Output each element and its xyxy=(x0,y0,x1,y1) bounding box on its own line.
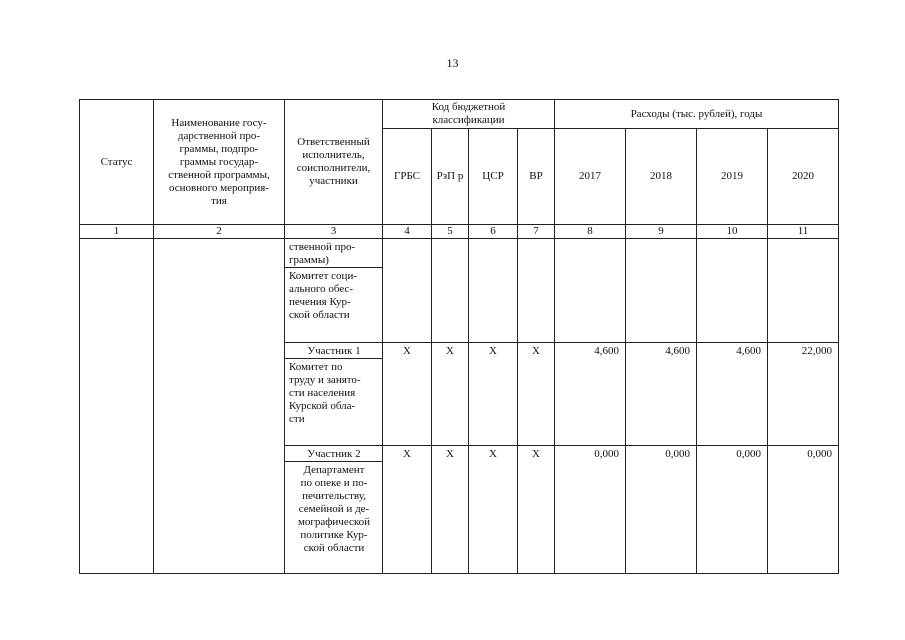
value-cell xyxy=(626,239,697,343)
code-cell: Х xyxy=(432,343,469,446)
column-number: 10 xyxy=(697,225,768,239)
page-number: 13 xyxy=(446,56,459,70)
responsible-cell: Департамент по опеке и по- печительству, семейной и де- мографической политике Кур- ской области xyxy=(285,462,383,574)
header-status: Статус xyxy=(80,100,154,225)
header-responsible: Ответственный исполнитель, соисполнители, участники xyxy=(285,100,383,225)
value-cell: 4,600 xyxy=(626,343,697,446)
header-year-2018: 2018 xyxy=(626,129,697,225)
column-number: 7 xyxy=(518,225,555,239)
header-code-grbs: ГРБС xyxy=(383,129,432,225)
program-name-cell xyxy=(154,239,285,574)
column-number-row xyxy=(80,225,839,239)
value-cell: 4,600 xyxy=(697,343,768,446)
table-row xyxy=(80,239,839,268)
code-cell: Х xyxy=(518,446,555,574)
responsible-cell: Комитет соци- ального обес- печения Кур- ской области xyxy=(285,268,383,343)
header-expenses: Расходы (тыс. рублей), годы xyxy=(555,100,839,129)
code-cell: Х xyxy=(383,446,432,574)
responsible-cell: ственной про- граммы) xyxy=(285,239,383,268)
column-number: 2 xyxy=(154,225,285,239)
column-number: 3 xyxy=(285,225,383,239)
code-cell: Х xyxy=(469,446,518,574)
status-cell xyxy=(80,239,154,574)
value-cell xyxy=(697,239,768,343)
column-number: 11 xyxy=(768,225,839,239)
participant-label: Участник 2 xyxy=(285,446,383,462)
header-budget-code: Код бюджетной классификации xyxy=(383,100,555,129)
code-cell xyxy=(383,239,432,343)
value-cell: 0,000 xyxy=(697,446,768,574)
value-cell: 0,000 xyxy=(768,446,839,574)
column-number: 5 xyxy=(432,225,469,239)
column-number: 8 xyxy=(555,225,626,239)
header-name: Наименование госу- дарственной про- граммы, подпро- граммы государ- ственной программы, основного мероприя- тия xyxy=(154,100,285,225)
header-year-2019: 2019 xyxy=(697,129,768,225)
value-cell: 22,000 xyxy=(768,343,839,446)
value-cell xyxy=(768,239,839,343)
column-number: 1 xyxy=(80,225,154,239)
code-cell: Х xyxy=(432,446,469,574)
header-code-rzpr: РзП р xyxy=(432,129,469,225)
column-number: 4 xyxy=(383,225,432,239)
header-code-csr: ЦСР xyxy=(469,129,518,225)
code-cell: Х xyxy=(383,343,432,446)
participant-label: Участник 1 xyxy=(285,343,383,359)
value-cell: 0,000 xyxy=(626,446,697,574)
code-cell: Х xyxy=(469,343,518,446)
code-cell xyxy=(518,239,555,343)
code-cell xyxy=(469,239,518,343)
code-cell xyxy=(432,239,469,343)
budget-table xyxy=(79,99,839,574)
header-year-2017: 2017 xyxy=(555,129,626,225)
column-number: 6 xyxy=(469,225,518,239)
header-year-2020: 2020 xyxy=(768,129,839,225)
value-cell: 4,600 xyxy=(555,343,626,446)
header-code-vr: ВР xyxy=(518,129,555,225)
code-cell: Х xyxy=(518,343,555,446)
column-number: 9 xyxy=(626,225,697,239)
value-cell xyxy=(555,239,626,343)
responsible-cell: Комитет по труду и занято- сти населения Курской обла- сти xyxy=(285,359,383,446)
value-cell: 0,000 xyxy=(555,446,626,574)
